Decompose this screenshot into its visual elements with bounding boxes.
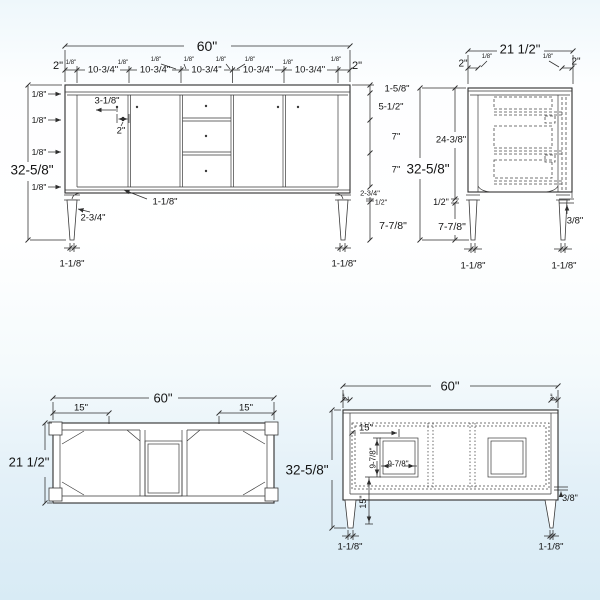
dim-label-front-28: 7" [391, 131, 401, 143]
front-right-leg [338, 200, 348, 240]
drawer-knob [205, 135, 207, 137]
dim-label-back-7: 15" [358, 495, 368, 509]
dim-label-front-31: 1/2" [374, 199, 388, 207]
dim-label-front-20: 32-5/8" [10, 162, 54, 178]
dim-label-front-32: 7-7/8" [379, 220, 407, 232]
dim-label-back-10: 1-1/8" [538, 541, 564, 553]
dim-label-front-7: 10-3/4" [294, 64, 326, 76]
plan-view [9, 391, 278, 506]
dim-label-front-12: 1/8" [215, 57, 227, 63]
dim-label-back-1: 2" [341, 393, 351, 401]
dim-label-front-10: 1/8" [150, 57, 162, 63]
dim-label-front-23: 1-1/8" [152, 196, 178, 208]
dim-label-front-25: 1-1/8" [59, 258, 85, 270]
dim-label-front-27: 5-1/2" [378, 101, 404, 113]
dim-label-front-14: 1/8" [282, 60, 294, 66]
dim-label-front-9: 1/8" [117, 60, 129, 66]
dim-label-front-4: 10-3/4" [139, 64, 171, 76]
drawer-knob [205, 105, 207, 107]
dim-label-back-3: 32-5/8" [285, 462, 329, 478]
dim-label-back-8: 3/8" [562, 493, 578, 503]
dim-label-front-16: 1/8" [31, 89, 47, 99]
dim-label-front-5: 10-3/4" [191, 64, 222, 76]
side-front-leg [469, 200, 477, 240]
dim-label-back-5: 9-7/8" [368, 447, 378, 469]
dim-label-front-1: 2" [52, 60, 64, 72]
dim-label-back-4: 15" [359, 422, 373, 434]
dim-label-top-3: 21 1/2" [8, 454, 50, 470]
dim-label-side-8: 7-7/8" [438, 221, 466, 233]
side-elevation-view [406, 42, 583, 272]
dim-label-top-2: 15" [239, 402, 253, 414]
drawer-knob [205, 170, 207, 172]
dim-label-side-11: 1-1/8" [551, 260, 577, 272]
dim-label-front-26: 1-5/8" [384, 83, 410, 95]
dim-label-front-30: 2-3/4" [360, 188, 380, 198]
dim-label-front-19: 1/8" [31, 182, 47, 192]
door-knob [277, 106, 279, 108]
dim-label-side-9: 1-1/8" [460, 260, 486, 272]
plan-outer-frame [53, 423, 274, 503]
dim-label-side-3: 1/8" [481, 54, 493, 60]
dim-label-top-1: 15" [74, 402, 88, 414]
dim-label-side-4: 1/8" [542, 54, 554, 60]
corner-post [265, 488, 278, 501]
front-elevation-view [10, 38, 409, 270]
dim-label-side-2: 2" [571, 56, 581, 68]
dim-label-front-24: 2-3/4" [80, 212, 106, 224]
door-knob [297, 106, 299, 108]
back-elevation-view [285, 379, 577, 553]
dim-label-front-11: 1/8" [183, 57, 195, 63]
dim-label-side-10: 3/8" [566, 215, 584, 227]
door-knob [136, 106, 138, 108]
dim-label-front-2: 2" [351, 60, 363, 72]
dim-label-front-15: 1/8" [330, 57, 342, 63]
dim-label-side-0: 21 1/2" [499, 41, 541, 57]
dim-label-front-18: 1/8" [31, 147, 47, 157]
dim-label-back-0: 60" [440, 378, 460, 394]
back-right-leg [545, 500, 556, 528]
dim-label-front-22: 2" [116, 125, 126, 137]
dim-label-front-8: 1/8" [65, 60, 77, 66]
dim-label-front-6: 10-3/4" [242, 64, 274, 76]
dim-label-front-3: 10-3/4" [87, 64, 119, 76]
dim-label-front-13: 1/8" [244, 57, 256, 63]
side-cabinet-body [468, 88, 572, 192]
dim-label-side-5: 32-5/8" [406, 161, 450, 177]
dim-label-front-21: 3-1/8" [94, 95, 120, 107]
corner-post [49, 488, 62, 501]
back-left-leg [345, 500, 356, 528]
dim-label-back-6: 9-7/8" [387, 459, 409, 469]
dim-label-front-0: 60" [196, 38, 218, 54]
dim-label-side-1: 2" [458, 58, 468, 70]
corner-post [49, 422, 62, 435]
corner-post [265, 422, 278, 435]
front-left-leg [67, 200, 77, 240]
dim-label-top-0: 60" [153, 390, 173, 406]
dim-label-front-33: 1-1/8" [331, 258, 357, 270]
dim-label-front-29: 7" [391, 164, 401, 176]
dim-label-back-2: 2" [549, 393, 559, 401]
dim-label-side-6: 24-3/8" [435, 134, 467, 146]
dim-label-side-7: 1/2" [433, 197, 449, 207]
dim-label-back-9: 1-1/8" [337, 541, 363, 553]
dim-label-front-17: 1/8" [31, 115, 47, 125]
